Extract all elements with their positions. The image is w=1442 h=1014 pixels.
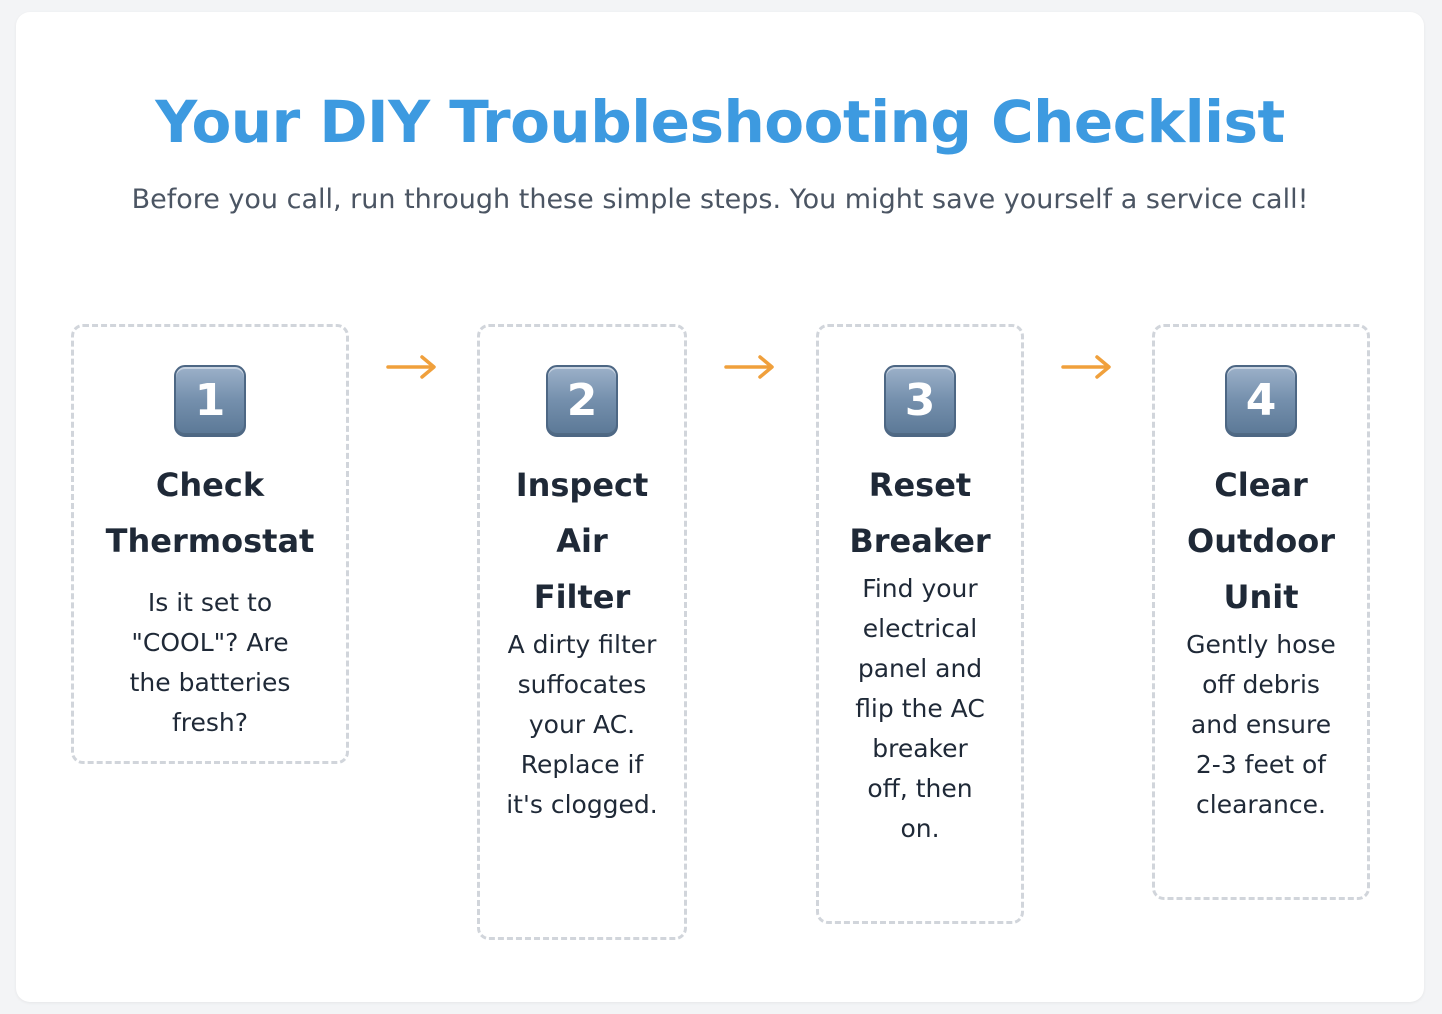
page-subtitle: Before you call, run through these simple steps. You might save yourself a service call! [131,184,1309,215]
step-title: Check Thermostat [105,466,315,560]
step-title: Clear Outdoor Unit [1187,466,1335,616]
step-description: Is it set to "COOL"? Are the batteries fresh? [129,588,291,737]
page-title: Your DIY Troubleshooting Checklist [155,88,1285,156]
step-title: Reset Breaker [849,466,991,560]
arrow-right-icon [1061,352,1115,382]
number-1-icon: 1 [174,365,246,437]
step-title: Inspect Air Filter [515,466,649,616]
arrow-right-icon [386,352,440,382]
number-4-icon: 4 [1225,365,1297,437]
step-description: A dirty filter suffocates your AC. Replace if it's clogged. [506,630,658,819]
arrow-right-icon [724,352,778,382]
step-card-4 [1152,324,1370,900]
step-card-1 [71,324,349,764]
step-card-2 [477,324,687,940]
number-3-icon: 3 [884,365,956,437]
number-2-icon: 2 [546,365,618,437]
step-card-3 [816,324,1024,924]
step-description: Gently hose off debris and ensure 2-3 feet of clearance. [1186,630,1336,819]
checklist-card [16,12,1424,1002]
step-description: Find your electrical panel and flip the AC breaker off, then on. [855,574,985,843]
